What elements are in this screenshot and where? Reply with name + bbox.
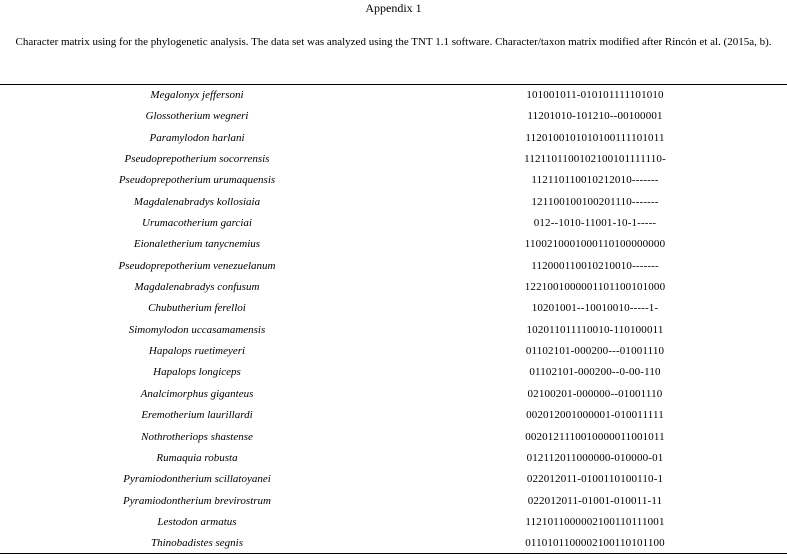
taxon-name: Pyramiodontherium brevirostrum: [123, 494, 271, 507]
taxon-name: Lestodon armatus: [157, 515, 237, 528]
table-caption: Character matrix using for the phylogenetic analysis. The data set was analyzed using the TNT 1.1 software. Character/taxon matrix modified after Rincón et al. (2015a, b).: [15, 36, 772, 48]
table-row: [0, 298, 787, 319]
table-row: [0, 427, 787, 448]
table-row: [0, 469, 787, 490]
table-row: [0, 533, 787, 554]
character-code: 01102101-000200--0-00-110: [529, 366, 661, 379]
taxon-name: Hapalops longiceps: [153, 366, 241, 379]
character-code: 022012011-01001-010011-11: [527, 494, 663, 507]
character-code: 1221001000001101100101000: [524, 281, 666, 294]
table-row: [0, 213, 787, 234]
character-code: 1121101100102100101111110-: [524, 153, 666, 166]
character-code: 02100201-000000--01001110: [527, 387, 663, 400]
character-code: 11201010-101210--00100001: [527, 110, 663, 123]
character-code: 1120100101010100111101011: [525, 131, 665, 144]
taxon-name: Glossotherium wegneri: [145, 110, 249, 123]
appendix-title: Appendix 1: [365, 1, 422, 15]
character-code: 01102101-000200---01001110: [525, 345, 665, 358]
character-code: 102011011110010-110100011: [526, 323, 664, 336]
table-row: [0, 384, 787, 405]
taxon-name: Megalonyx jeffersoni: [150, 89, 244, 101]
taxon-name: Magdalenabradys kollosiaia: [133, 195, 261, 208]
character-matrix-table: [0, 85, 787, 555]
taxon-name: Pyramiodontherium scillatoyanei: [123, 473, 271, 486]
taxon-name: Pseudoprepotherium urumaquensis: [118, 174, 276, 187]
table-row: [0, 192, 787, 213]
taxon-name: Hapalops ruetimeyeri: [148, 345, 246, 358]
bottom-rule: [0, 553, 787, 554]
table-row: [0, 512, 787, 533]
character-code: 022012011-0100110100110-1: [526, 473, 664, 486]
taxon-name: Chubutherium ferelloi: [148, 302, 246, 315]
taxon-name: Urumacotherium garciai: [142, 217, 252, 230]
taxon-name: Analcimorphus giganteus: [140, 387, 254, 400]
table-row: [0, 128, 787, 149]
character-code: 012112011000000-010000-01: [526, 451, 664, 464]
table-row: [0, 320, 787, 341]
taxon-name: Simomylodon uccasamamensis: [128, 323, 266, 336]
character-code: 1100210001000110100000000: [524, 238, 666, 251]
table-row: [0, 234, 787, 255]
taxon-name: Magdalenabradys confusum: [134, 281, 260, 294]
taxon-name: Eremotherium laurillardi: [141, 409, 253, 422]
character-code: 112000110010210010-------: [531, 259, 659, 272]
taxon-name: Nothrotheriops shastense: [141, 430, 253, 443]
table-row: [0, 277, 787, 298]
taxon-name: Thinobadistes segnis: [151, 537, 243, 550]
taxon-name: Pseudoprepotherium venezuelanum: [118, 259, 276, 272]
taxon-name: Pseudoprepotherium socorrensis: [124, 153, 270, 166]
character-code: 0110101100002100110101100: [525, 537, 665, 550]
table-row: [0, 106, 787, 127]
character-code: 002012001000001-010011111: [526, 409, 664, 422]
taxon-name: Rumaquia robusta: [156, 451, 238, 464]
character-code: 0020121110010000011001011: [525, 430, 665, 443]
table-row: [0, 491, 787, 512]
character-code: 101001011-010101111101010: [526, 89, 664, 101]
character-code: 1121011000002100110111001: [525, 515, 665, 528]
table-row: [0, 170, 787, 191]
character-code: 10201001--10010010-----1-: [531, 302, 659, 315]
table-row: [0, 256, 787, 277]
table-row: [0, 448, 787, 469]
table-row: [0, 362, 787, 383]
taxon-name: Eionaletherium tanycnemius: [133, 238, 261, 251]
character-code: 012--1010-11001-10-1-----: [533, 217, 657, 230]
table-row: [0, 85, 787, 106]
table-row: [0, 405, 787, 426]
character-code: 112110110010212010-------: [531, 174, 659, 187]
table-row: [0, 341, 787, 362]
character-code: 121100100100201110-------: [531, 195, 659, 208]
taxon-name: Paramylodon harlani: [149, 131, 245, 144]
table-row: [0, 149, 787, 170]
